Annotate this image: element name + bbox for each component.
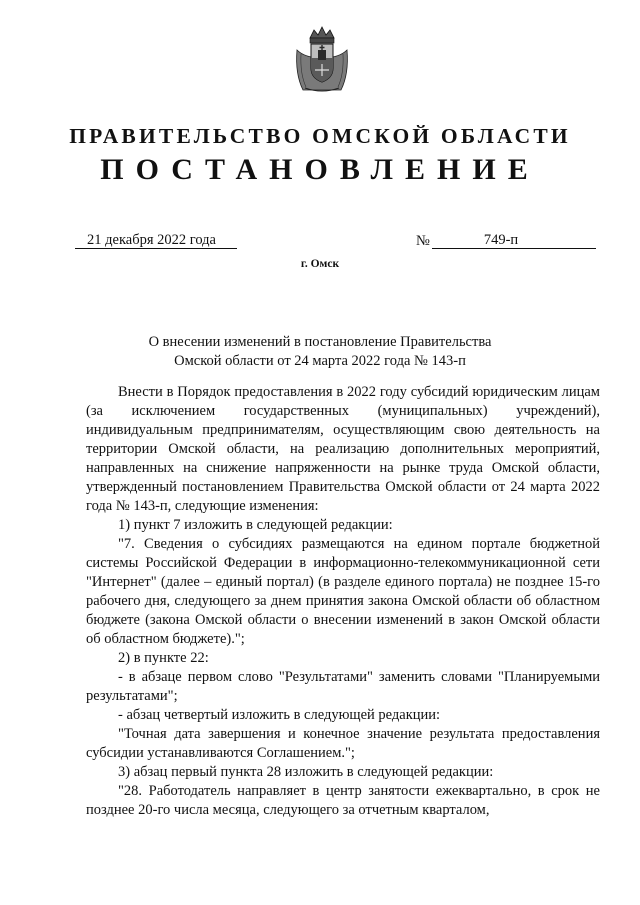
document-number: 749-п (432, 231, 596, 249)
body-paragraph-item-7-text: "7. Сведения о субсидиях размещаются на едином портале бюджетной системы Российской Федерации в информационно-телекоммуникационной сети "Интернет" (далее – единый портал) (в разделе единого портала) не позднее 15-го рабочего дня, следующего за днем принятия закона Омской области об областном бюджете (закона Омской области о внесении изменений в закон Омской области об областном бюджете)."; (86, 536, 600, 647)
city-name: г. Омск (300, 258, 340, 270)
body-paragraph-item-2: 2) в пункте 22: (118, 650, 209, 666)
body-paragraph-intro: Внести в Порядок предоставления в 2022 году субсидий юридическим лицам (за исключением государственных (муниципальных) учреждений), индивидуальным предпринимателям, осуществляющим свою деятельность на территории Омской области, на реализацию дополнительных мероприятий, направленных на снижение напряженности на рынке труда Омской области, утвержденный постановлением Правительства Омской области от 24 марта 2022 года № 143-п, следующие изменения: (86, 384, 600, 514)
body-paragraph-item-1: 1) пункт 7 изложить в следующей редакции: (118, 517, 393, 533)
subject-line-2: Омской области от 24 марта 2022 года № 143-п (174, 353, 466, 369)
government-name: ПРАВИТЕЛЬСТВО ОМСКОЙ ОБЛАСТИ (69, 124, 571, 148)
body-paragraph-item-2-quote: "Точная дата завершения и конечное значение результата предоставления субсидии устанавливаются Соглашением."; (86, 726, 600, 761)
document-date: 21 декабря 2022 года (75, 231, 237, 249)
body-paragraph-item-28-text: "28. Работодатель направляет в центр занятости ежеквартально, в срок не позднее 20-го числа месяца, следующего за отчетным кварталом, (86, 783, 600, 818)
document-subject (90, 333, 550, 371)
body-paragraph-item-2-sub-2: - абзац четвертый изложить в следующей редакции: (118, 707, 441, 723)
omsk-coat-of-arms-icon (293, 24, 351, 96)
document-body (86, 383, 600, 820)
subject-line-1: О внесении изменений в постановление Правительства (148, 334, 492, 350)
document-type-title: ПОСТАНОВЛЕНИЕ (100, 153, 540, 186)
body-paragraph-item-3: 3) абзац первый пункта 28 изложить в следующей редакции: (118, 764, 494, 780)
number-label: № (416, 233, 430, 249)
body-paragraph-item-2-sub-1: - в абзаце первом слово "Результатами" заменить словами "Планируемыми результатами"; (86, 669, 600, 704)
